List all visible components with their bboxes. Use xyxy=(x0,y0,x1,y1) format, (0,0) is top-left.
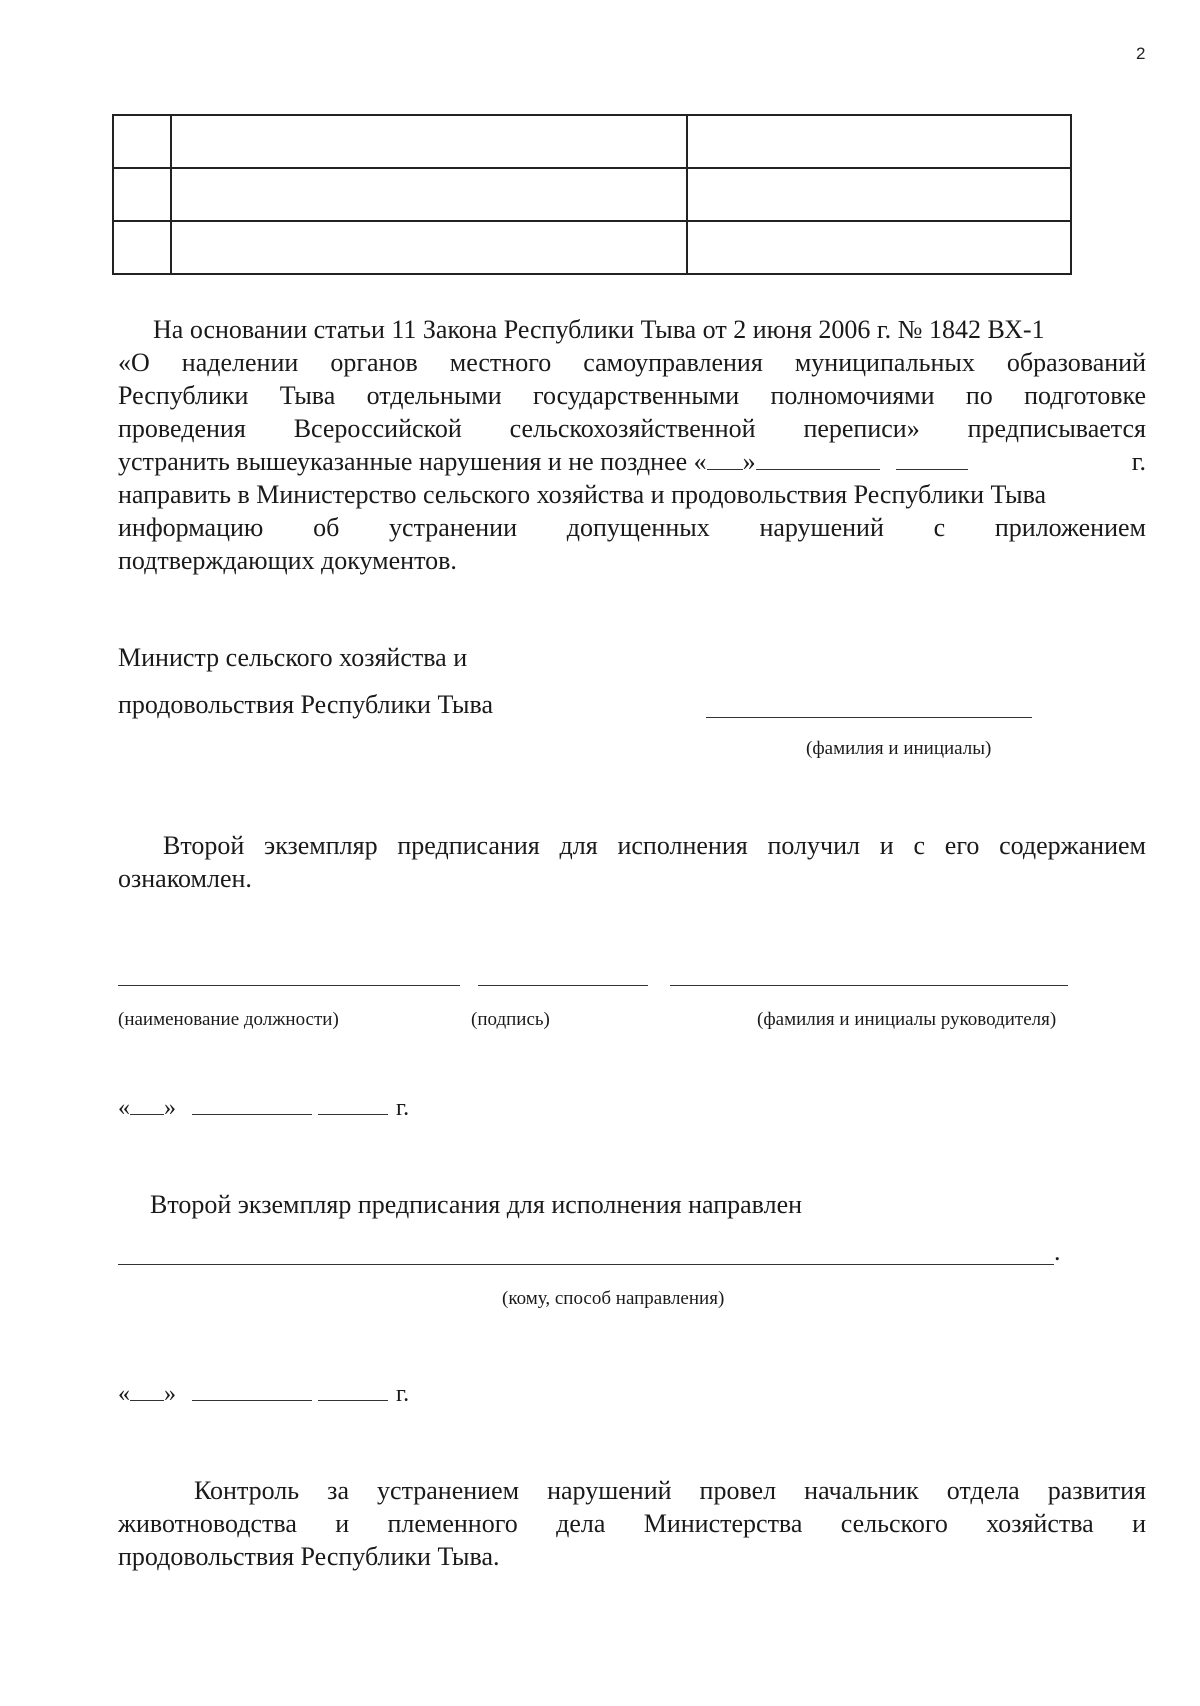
prescription-line: Республики Тыва отдельными государственными полномочиями по подготовке xyxy=(118,381,1146,410)
prescription-line: информацию об устранении допущенных нарушений с приложением xyxy=(118,513,1146,542)
date-day-blank[interactable] xyxy=(130,1380,164,1401)
date-close-quote: » xyxy=(164,1381,176,1407)
date-month-blank[interactable] xyxy=(192,1094,312,1115)
date-open-quote: « xyxy=(118,1095,130,1121)
sent-date xyxy=(118,1380,409,1408)
signature-field-line[interactable] xyxy=(478,985,648,986)
date-open-quote: « xyxy=(118,1381,130,1407)
signature-caption: (подпись) xyxy=(471,1009,550,1030)
control-line1: Контроль за устранением нарушений провел начальник отдела развития xyxy=(194,1476,1146,1505)
table-cell xyxy=(113,221,171,274)
table-cell xyxy=(171,115,687,168)
table-cell xyxy=(687,168,1071,221)
prescription-deadline-line xyxy=(118,446,1146,479)
deadline-quote-close: » xyxy=(742,447,756,476)
date-month-blank[interactable] xyxy=(192,1380,312,1401)
form-table xyxy=(112,114,1072,275)
deadline-year-blank[interactable] xyxy=(896,449,968,470)
control-line3: продовольствия Республики Тыва. xyxy=(118,1542,500,1571)
minister-title-line1: Министр сельского хозяйства и xyxy=(118,643,468,672)
head-name-field-line[interactable] xyxy=(670,985,1068,986)
deadline-month-blank[interactable] xyxy=(756,449,880,470)
table-row xyxy=(113,115,1071,168)
prescription-line: проведения Всероссийской сельскохозяйственной переписи» предписывается xyxy=(118,414,1146,443)
deadline-day-blank[interactable] xyxy=(707,449,743,470)
prescription-line: «О наделении органов местного самоуправления муниципальных образований xyxy=(118,348,1146,377)
prescription-line: На основании статьи 11 Закона Республики Тыва от 2 июня 2006 г. № 1842 ВХ-1 xyxy=(153,315,1045,344)
date-year-blank[interactable] xyxy=(318,1380,388,1401)
receipt-line2: ознакомлен. xyxy=(118,864,252,893)
date-year-blank[interactable] xyxy=(318,1094,388,1115)
minister-name-caption: (фамилия и инициалы) xyxy=(806,738,992,759)
control-line2: животноводства и племенного дела Министерства сельского хозяйства и xyxy=(118,1509,1146,1538)
page-number: 2 xyxy=(1136,44,1146,63)
sent-text: Второй экземпляр предписания для исполнения направлен xyxy=(150,1190,803,1219)
table-cell xyxy=(687,115,1071,168)
table-cell xyxy=(171,221,687,274)
date-year-suffix: г. xyxy=(396,1381,410,1407)
table-cell xyxy=(113,168,171,221)
prescription-line: подтверждающих документов. xyxy=(118,546,457,575)
date-close-quote: » xyxy=(164,1095,176,1121)
date-day-blank[interactable] xyxy=(130,1094,164,1115)
table-cell xyxy=(113,115,171,168)
prescription-line: направить в Министерство сельского хозяйства и продовольствия Республики Тыва xyxy=(118,480,1047,509)
recipient-caption: (кому, способ направления) xyxy=(502,1288,725,1309)
receipt-date xyxy=(118,1094,409,1122)
receipt-line1: Второй экземпляр предписания для исполнения получил и с его содержанием xyxy=(163,831,1146,860)
table-cell xyxy=(687,221,1071,274)
table-cell xyxy=(171,168,687,221)
recipient-field-line[interactable] xyxy=(118,1264,1054,1265)
date-year-suffix: г. xyxy=(396,1095,410,1121)
minister-name-line[interactable] xyxy=(706,717,1032,718)
deadline-year-suffix: г. xyxy=(1131,447,1146,476)
position-field-line[interactable] xyxy=(118,985,460,986)
deadline-prefix: устранить вышеуказанные нарушения и не позднее « xyxy=(118,447,707,476)
table-row xyxy=(113,168,1071,221)
position-caption: (наименование должности) xyxy=(118,1009,339,1030)
sent-period: . xyxy=(1054,1237,1061,1266)
minister-title-line2: продовольствия Республики Тыва xyxy=(118,690,493,719)
table-row xyxy=(113,221,1071,274)
head-name-caption: (фамилия и инициалы руководителя) xyxy=(757,1009,1057,1030)
